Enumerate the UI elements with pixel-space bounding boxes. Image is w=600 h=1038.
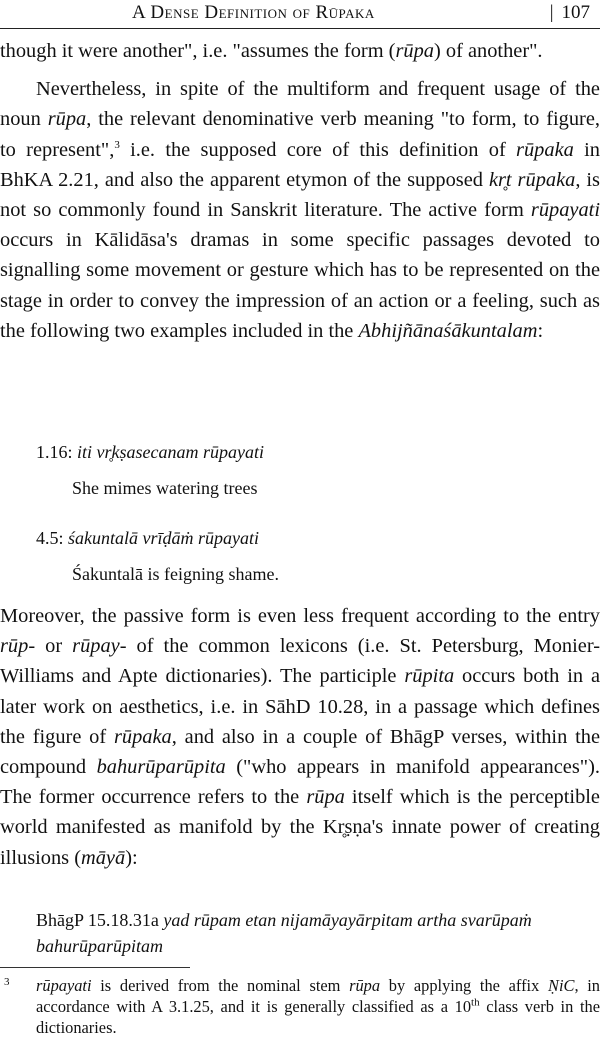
footnote-rule (0, 967, 190, 968)
italic-term: rūpita (404, 665, 455, 688)
footnote-number: 3 (4, 976, 10, 988)
example-2-translation: Śakuntalā is feigning shame. (72, 564, 279, 584)
text-run: in BhKA 2.21, and also the apparent etymon of the supposed (0, 138, 600, 191)
page-number: 107 (561, 2, 590, 23)
header-separator: | (549, 2, 554, 23)
text-run: occurs both in a later work on aesthetics, i.e. in SāhD 10.28, in a passage which defines the figure of (0, 665, 600, 748)
italic-term: rūpa (349, 976, 381, 995)
running-head (0, 0, 600, 29)
footnote-body (36, 975, 600, 1038)
text-run: or (35, 635, 73, 658)
text-run: , is not so commonly found in Sanskrit literature. The active form (0, 168, 600, 222)
footnote-ref[interactable]: 3 (114, 138, 120, 151)
italic-term: rūp- (0, 635, 36, 658)
text-run: ) of another". (434, 40, 543, 62)
text-run: Moreover, the passive form is even less frequent according to the entry (0, 605, 600, 627)
italic-term: ṆiC (548, 976, 575, 995)
example-ref: 1.16: (36, 442, 78, 462)
text-run: i.e. the supposed core of this definition of (119, 138, 517, 161)
quote-ref: BhāgP 15.18.31a (36, 910, 164, 930)
italic-term: bahurūparūpita (96, 756, 226, 779)
example-ref: 4.5: (36, 528, 69, 548)
superscript: th (471, 996, 480, 1009)
text-run: , in accordance with A 3.1.25, and it is generally classified as a 10 (36, 976, 600, 1016)
italic-term: rūpa (47, 108, 87, 131)
italic-term: rūpay- (72, 635, 127, 658)
example-1 (36, 442, 264, 463)
italic-term: rūpayati (36, 976, 92, 995)
italic-term: māyā (81, 846, 126, 869)
running-head-title: A Dense Definition of Rūpaka (132, 2, 375, 23)
paragraph-denominative (0, 74, 600, 346)
text-run: Nevertheless, in spite of the multiform and frequent usage of the noun (0, 78, 600, 131)
text-run: itself which is the perceptible world manifested as manifold by the Kr̥ṣṇa's innate power of creating illusions ( (0, 786, 600, 869)
text-run: occurs in Kālidāsa's dramas in some specific passages devoted to signalling some movement or gesture which has to be represented on the stage in order to convey the impression of an action or a feeling, such as the following two examples included in the (0, 229, 600, 342)
italic-term: rūpa (306, 786, 345, 809)
italic-term: kr̥t rūpaka (488, 168, 576, 191)
paragraph-passive (0, 601, 600, 873)
text-run: , and also in a couple of BhāgP verses, within the compound (0, 725, 600, 779)
text-run: ("who appears in manifold appearances"). The former occurrence refers to the (0, 756, 600, 809)
text-run: though it were another", i.e. "assumes the form ( (0, 40, 396, 62)
italic-term: rūpayati (530, 199, 600, 222)
text-run: is derived from the nominal stem (91, 976, 350, 995)
italic-term: rūpaka (516, 138, 574, 161)
italic-term: rūpaka (113, 725, 172, 748)
italic-title: Abhijñānaśākuntalam (358, 319, 538, 342)
example-text: śakuntalā vrīḍāṁ rūpayati (68, 528, 260, 548)
text-run: by applying the affix (380, 976, 549, 995)
example-text: iti vr̥kṣasecanam rūpayati (77, 442, 264, 462)
text-run: ): (125, 846, 138, 869)
footnote (0, 975, 600, 1038)
block-quote (36, 907, 596, 959)
text-run: , the relevant denominative verb meaning "to form, to figure, to represent", (0, 108, 600, 161)
text-run: : (537, 319, 544, 342)
text-run: of the common lexicons (i.e. St. Petersburg, Monier-Williams and Apte dictionaries). The participle (0, 635, 600, 688)
example-1-translation: She mimes watering trees (72, 478, 258, 498)
main-text (0, 36, 600, 346)
quote-text: yad rūpam etan nijamāyayārpitam artha svarūpaṁ bahurūparūpitam (36, 910, 532, 956)
paragraph-continuation (0, 36, 600, 66)
text-run: class verb in the dictionaries. (36, 997, 600, 1037)
example-2 (36, 528, 259, 549)
page-number-area (550, 2, 590, 24)
italic-term: rūpa (395, 40, 434, 62)
